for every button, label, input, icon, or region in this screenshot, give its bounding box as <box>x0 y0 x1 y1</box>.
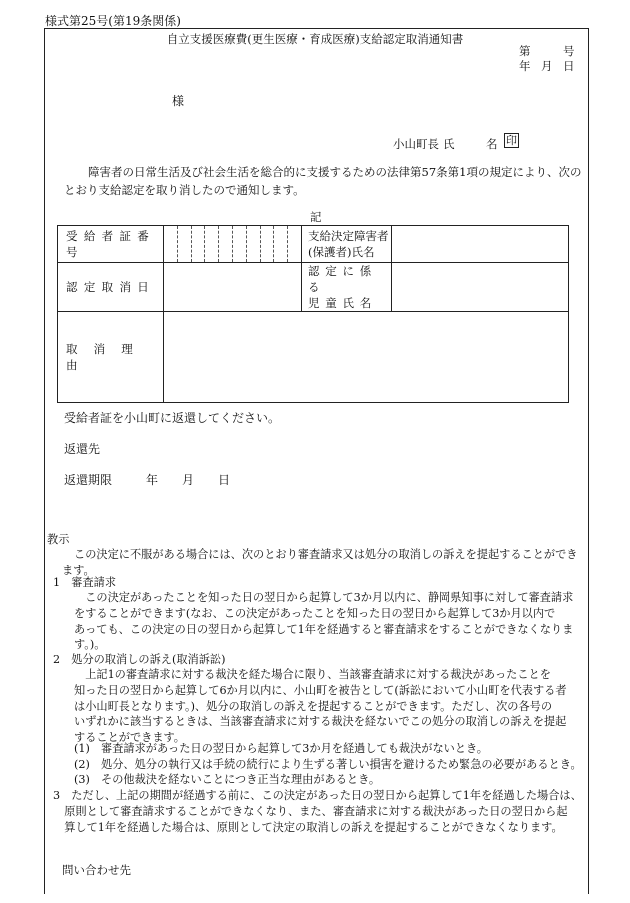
guardian-name-field[interactable] <box>392 226 569 263</box>
notice-heading: 教示 <box>47 533 70 546</box>
seal-stamp-box: 印 <box>506 134 517 147</box>
section2-line: 上記1の審査請求に対する裁決を経た場合に限り、当該審査請求に対する裁決があったことを <box>74 668 551 681</box>
recipient-number-label: 受給者証番号 <box>58 226 164 263</box>
document-title: 自立支援医療費(更生医療・育成医療)支給認定取消通知書 <box>166 32 464 46</box>
ki-marker: 記 <box>310 210 322 224</box>
section2-line: は小山町長となります。)、処分の取消しの訴えを提起することができます。ただし、次の各号の <box>74 699 553 713</box>
section1-line: あっても、この決定の日の翌日から起算して1年を経過すると審査請求をすることができなくなりま <box>74 622 574 636</box>
issue-date-day: 日 <box>563 59 575 73</box>
child-label-line1: 認定に係る <box>308 264 377 294</box>
cancel-date-field[interactable] <box>164 263 302 312</box>
child-name-label <box>302 263 392 312</box>
guardian-label-line1: 支給決定障害者 <box>308 229 389 243</box>
return-note: 受給者証を小山町に返還してください。 <box>64 411 281 425</box>
addressee-suffix: 様 <box>172 94 185 108</box>
return-deadline-month: 月 <box>182 473 195 487</box>
section3-line: 原則として審査請求することができなくなり、また、審査請求に対する裁決があった日の翌日から起 <box>53 804 568 818</box>
section1-line: す。)。 <box>74 638 106 652</box>
section2-line: いずれかに該当するときは、当該審査請求に対する裁決を経ないでこの処分の取消しの訴えを提起 <box>74 715 567 729</box>
intro-paragraph: 障害者の日常生活及び社会生活を総合的に支援するための法律第57条第1項の規定により、次のとおり支給認定を取り消したので通知します。 <box>64 165 582 197</box>
section2-line: することができます。 <box>74 731 185 745</box>
return-deadline-label: 返還期限 <box>64 473 113 487</box>
section2-body <box>74 667 567 746</box>
issue-date-year: 年 <box>519 59 531 73</box>
cancel-reason-label: 取消理由 <box>58 312 164 403</box>
guardian-label-line2: (保護者)氏名 <box>308 245 375 259</box>
section2-item-3: (3) その他裁決を経ないことにつき正当な理由があるとき。 <box>74 773 381 786</box>
section3 <box>53 788 582 835</box>
section1-heading: 1 審査請求 <box>53 576 117 589</box>
return-deadline-day: 日 <box>218 473 231 487</box>
section1-line: をすることができます(なお、この決定があったことを知った日の翌日から起算して3か月以内で <box>74 606 556 620</box>
issuer-name-label-shi: 氏 <box>443 137 455 151</box>
section3-line: 3 ただし、上記の期間が経過する前に、この決定があった日の翌日から起算して1年を経過した場合は、 <box>53 789 582 802</box>
section2-item-1: (1) 審査請求があった日の翌日から起算して3か月を経過しても裁決がないとき。 <box>74 742 488 755</box>
child-name-field[interactable] <box>392 263 569 312</box>
return-deadline-year: 年 <box>146 473 159 487</box>
section2-line: 知った日の翌日から起算して6か月以内に、小山町を被告として(訴訟において小山町を代表する者 <box>74 683 567 697</box>
section2-heading: 2 処分の取消しの訴え(取消訴訟) <box>53 653 226 666</box>
child-label-line2: 児童氏名 <box>308 296 377 310</box>
section3-line: 算して1年を経過した場合は、原則として決定の取消しの訴えを提起することができなくなります。 <box>53 820 563 834</box>
issuer-title: 小山町長 <box>393 137 439 151</box>
document-number-suffix: 号 <box>563 44 575 58</box>
recipient-number-field[interactable] <box>164 226 302 263</box>
section1-line: この決定があったことを知った日の翌日から起算して3か月以内に、静岡県知事に対して審査請求 <box>74 591 574 604</box>
return-destination-label: 返還先 <box>64 442 101 456</box>
issuer-name-label-mei: 名 <box>486 137 498 151</box>
form-number: 様式第25号(第19条関係) <box>45 14 181 28</box>
cancel-date-label: 認定取消日 <box>58 263 164 312</box>
details-table <box>57 225 569 403</box>
notice-intro: この決定に不服がある場合には、次のとおり審査請求又は処分の取消しの訴えを提起することができます。 <box>62 548 578 577</box>
cancel-reason-field[interactable] <box>164 312 569 403</box>
document-number-label: 第 <box>519 44 531 58</box>
guardian-name-label <box>302 226 392 263</box>
inquiry-label: 問い合わせ先 <box>62 863 131 877</box>
section2-item-2: (2) 処分、処分の執行又は手続の続行により生ずる著しい損害を避けるため緊急の必要があるとき。 <box>74 758 582 771</box>
issue-date-month: 月 <box>541 59 553 73</box>
section1-body <box>74 590 573 653</box>
